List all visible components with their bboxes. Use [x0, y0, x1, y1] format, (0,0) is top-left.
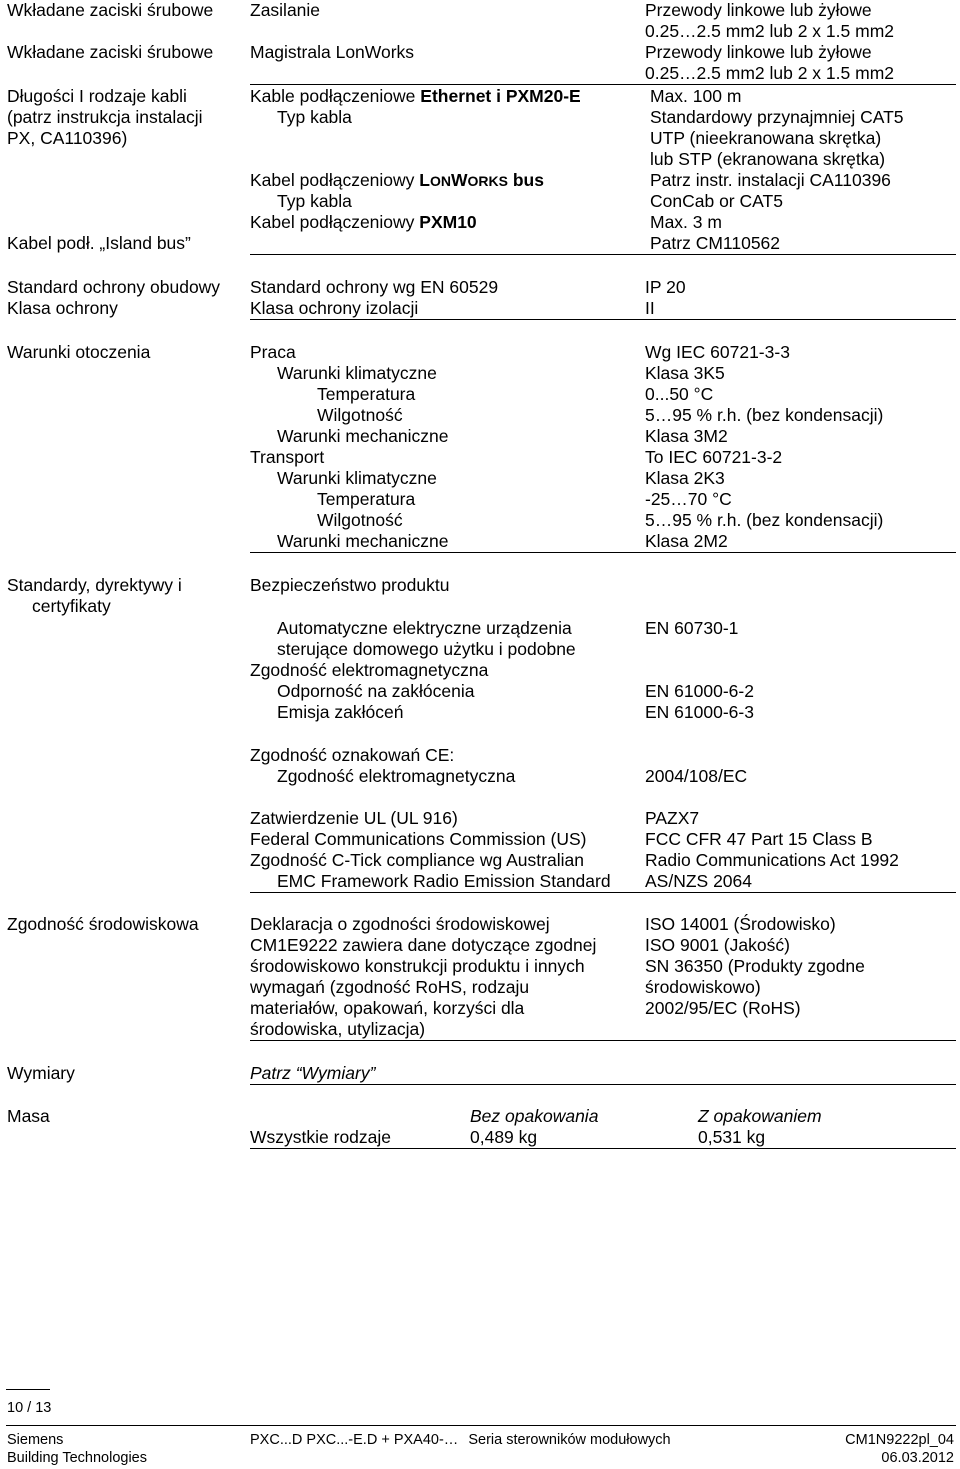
footer-document-number: CM1N9222pl_04: [845, 1432, 954, 1448]
row-divider: [250, 254, 956, 255]
value-fcc: FCC CFR 47 Part 15 Class B: [645, 829, 873, 849]
env-standard-value: SN 36350 (Produkty zgodne: [645, 956, 865, 976]
value-emission: EN 61000-6-3: [645, 702, 754, 722]
env-item: Warunki mechaniczne: [277, 531, 449, 551]
row-divider: [250, 892, 956, 893]
env-item: Warunki klimatyczne: [277, 363, 437, 383]
env-standard-value: ISO 9001 (Jakość): [645, 935, 790, 955]
label-terminals-power: Wkładane zaciski śrubowe: [7, 0, 214, 20]
dimensions-reference: Patrz “Wymiary”: [250, 1063, 376, 1083]
item-lonworks-bus: Magistrala LonWorks: [250, 42, 415, 62]
label-island-bus: Kabel podł. „Island bus”: [7, 233, 191, 253]
env-value: -25…70 °C: [645, 489, 732, 509]
label-terminals-lon: Wkładane zaciski śrubowe: [7, 42, 214, 62]
env-value: Klasa 3M2: [645, 426, 728, 446]
value-ethernet-max: Max. 100 m: [650, 86, 742, 106]
env-standard-value: środowiskowo): [645, 977, 761, 997]
value-ctick-2: AS/NZS 2064: [645, 871, 752, 891]
label-standards-2: certyfikaty: [32, 596, 111, 616]
value-ethernet-type-2: UTP (nieekranowana skrętka): [650, 128, 882, 148]
weight-header-unpacked: Bez opakowania: [470, 1106, 599, 1126]
page-number: 10 / 13: [7, 1400, 52, 1416]
item-fcc: Federal Communications Commission (US): [250, 829, 587, 849]
item-ce-conformity: Zgodność oznakowań CE:: [250, 745, 455, 765]
value-ctick-1: Radio Communications Act 1992: [645, 850, 899, 870]
label-standards-1: Standardy, dyrektywy i: [7, 575, 182, 595]
item-lonworks-cable-type: Typ kabla: [277, 191, 352, 211]
label-weight: Masa: [7, 1106, 50, 1126]
env-declaration-line: środowiska, utylizacja): [250, 1019, 426, 1039]
env-item: Temperatura: [317, 489, 416, 509]
row-divider: [250, 1148, 956, 1149]
env-item: Warunki mechaniczne: [277, 426, 449, 446]
env-value: 5…95 % r.h. (bez kondensacji): [645, 405, 884, 425]
value-lon-wire-1: Przewody linkowe lub żyłowe: [645, 42, 872, 62]
env-declaration-line: wymagań (zgodność RoHS, rodzaju: [250, 977, 530, 997]
value-ethernet-type-3: lub STP (ekranowana skrętka): [650, 149, 886, 169]
row-divider: [250, 84, 956, 85]
value-power-wire-2: 0.25…2.5 mm2 lub 2 x 1.5 mm2: [645, 21, 894, 41]
label-protection-class: Klasa ochrony: [7, 298, 118, 318]
item-product-safety: Bezpieczeństwo produktu: [250, 575, 450, 595]
env-value: Klasa 3K5: [645, 363, 725, 383]
env-value: 0...50 °C: [645, 384, 714, 404]
env-value: Klasa 2M2: [645, 531, 728, 551]
item-emc: Zgodność elektromagnetyczna: [250, 660, 489, 680]
env-declaration-line: materiałów, opakowań, korzyści dla: [250, 998, 525, 1018]
item-ethernet-cable: Kable podłączeniowe Ethernet i PXM20-E: [250, 86, 581, 106]
env-value: Wg IEC 60721-3-3: [645, 342, 790, 362]
value-ul: PAZX7: [645, 808, 700, 828]
env-declaration-line: CM1E9222 zawiera dane dotyczące zgodnej: [250, 935, 597, 955]
value-pxm10-max: Max. 3 m: [650, 212, 722, 232]
value-lonworks-cable: Patrz instr. instalacji CA110396: [650, 170, 891, 190]
value-immunity: EN 61000-6-2: [645, 681, 754, 701]
env-standard-value: ISO 14001 (Środowisko): [645, 914, 836, 934]
footer-company: Siemens: [7, 1432, 64, 1448]
env-value: To IEC 60721-3-2: [645, 447, 783, 467]
label-cable-lengths-2: (patrz instrukcja instalacji: [7, 107, 203, 127]
env-declaration-line: środowiskowo konstrukcji produktu i innych: [250, 956, 585, 976]
item-ctick-1: Zgodność C-Tick compliance wg Australian: [250, 850, 584, 870]
value-insulation-class: II: [645, 298, 655, 318]
item-insulation-class: Klasa ochrony izolacji: [250, 298, 419, 318]
footer-rule: [6, 1425, 956, 1426]
env-value: Klasa 2K3: [645, 468, 725, 488]
env-item: Wilgotność: [317, 405, 403, 425]
item-lonworks-cable: Kabel podłączeniowy LONWORKS bus: [250, 170, 544, 190]
row-divider: [250, 319, 956, 320]
value-island-bus: Patrz CM110562: [650, 233, 781, 253]
value-ethernet-type-1: Standardowy przynajmniej CAT5: [650, 107, 904, 127]
env-item: Temperatura: [317, 384, 416, 404]
footer-division: Building Technologies: [7, 1450, 148, 1466]
value-automatic-controls: EN 60730-1: [645, 618, 739, 638]
item-automatic-controls-1: Automatyczne elektryczne urządzenia: [277, 618, 572, 638]
label-cable-lengths-3: PX, CA110396): [7, 128, 128, 148]
row-divider: [250, 552, 956, 553]
label-environment: Warunki otoczenia: [7, 342, 151, 362]
item-ctick-2: EMC Framework Radio Emission Standard: [277, 871, 611, 891]
value-power-wire-1: Przewody linkowe lub żyłowe: [645, 0, 872, 20]
env-declaration-line: Deklaracja o zgodności środowiskowej: [250, 914, 550, 934]
env-item: Wilgotność: [317, 510, 403, 530]
env-item: Praca: [250, 342, 296, 362]
value-ce-emc: 2004/108/EC: [645, 766, 748, 786]
env-standard-value: 2002/95/EC (RoHS): [645, 998, 801, 1018]
label-environmental-compatibility: Zgodność środowiskowa: [7, 914, 199, 934]
item-immunity: Odporność na zakłócenia: [277, 681, 475, 701]
label-housing-protection: Standard ochrony obudowy: [7, 277, 221, 297]
item-power-supply: Zasilanie: [250, 0, 321, 20]
page-number-rule: [6, 1389, 50, 1390]
item-all-types: Wszystkie rodzaje: [250, 1127, 392, 1147]
item-ethernet-cable-type: Typ kabla: [277, 107, 352, 127]
label-cable-lengths-1: Długości I rodzaje kabli: [7, 86, 187, 106]
value-ip-rating: IP 20: [645, 277, 686, 297]
env-item: Warunki klimatyczne: [277, 468, 437, 488]
row-divider: [250, 1084, 956, 1085]
footer-product-series: PXC...D PXC...-E.D + PXA40-… Seria sterowników modułowych: [250, 1432, 671, 1448]
row-divider: [250, 1040, 956, 1041]
value-weight-packed: 0,531 kg: [698, 1127, 766, 1147]
label-dimensions: Wymiary: [7, 1063, 75, 1083]
item-emission: Emisja zakłóceń: [277, 702, 404, 722]
footer-date: 06.03.2012: [881, 1450, 954, 1466]
value-weight-unpacked: 0,489 kg: [470, 1127, 538, 1147]
item-automatic-controls-2: sterujące domowego użytku i podobne: [277, 639, 576, 659]
item-protection-standard: Standard ochrony wg EN 60529: [250, 277, 499, 297]
item-pxm10-cable: Kabel podłączeniowy PXM10: [250, 212, 477, 232]
env-item: Transport: [250, 447, 325, 467]
env-value: 5…95 % r.h. (bez kondensacji): [645, 510, 884, 530]
value-lonworks-cable-type: ConCab or CAT5: [650, 191, 783, 211]
value-lon-wire-2: 0.25…2.5 mm2 lub 2 x 1.5 mm2: [645, 63, 894, 83]
weight-header-packed: Z opakowaniem: [698, 1106, 822, 1126]
item-ul: Zatwierdzenie UL (UL 916): [250, 808, 458, 828]
item-ce-emc: Zgodność elektromagnetyczna: [277, 766, 516, 786]
